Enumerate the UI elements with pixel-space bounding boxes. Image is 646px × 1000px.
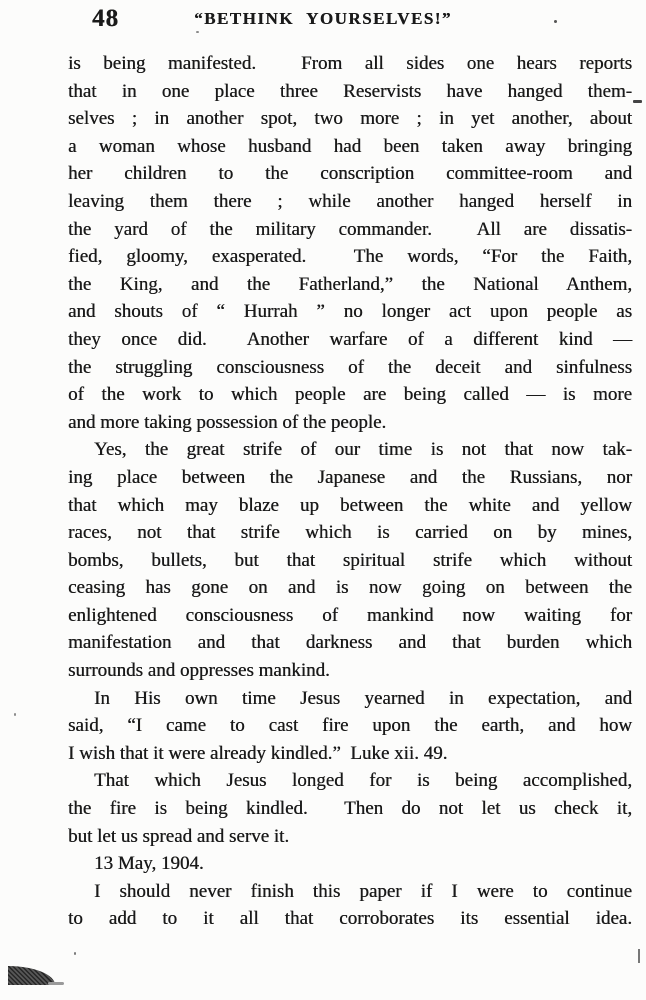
text-line: enlightened consciousness of mankind now waiting for bbox=[68, 604, 632, 626]
running-title: “BETHINK YOURSELVES!” bbox=[194, 9, 452, 28]
text-line: that which may blaze up between the white and yellow bbox=[68, 494, 632, 516]
text-line: ing place between the Japanese and the Russians, nor bbox=[68, 466, 632, 488]
scan-speck bbox=[196, 31, 199, 33]
text-line: and shouts of “ Hurrah ” no longer act upon people as bbox=[68, 301, 632, 323]
text-line: ceasing has gone on and is now going on between the bbox=[68, 577, 632, 599]
text-line: leaving them there ; while another hanged herself in bbox=[68, 190, 632, 212]
text-line: fied, gloomy, exasperated. The words, “For the Faith, bbox=[68, 246, 632, 268]
scan-corner-smudge-tail bbox=[48, 982, 64, 985]
text-line: selves ; in another spot, two more ; in yet another, about bbox=[68, 108, 632, 130]
text-line: a woman whose husband had been taken away bringing bbox=[68, 135, 632, 157]
text-line: but let us spread and serve it. bbox=[68, 825, 290, 847]
text-line: manifestation and that darkness and that burden which bbox=[68, 632, 632, 654]
scan-speck bbox=[14, 713, 16, 716]
scan-edge-mark bbox=[633, 100, 642, 103]
scan-edge-mark bbox=[638, 949, 640, 963]
text-line: they once did. Another warfare of a different kind — bbox=[68, 328, 632, 350]
text-line: of the work to which people are being called — is more bbox=[68, 384, 632, 406]
text-line: the yard of the military commander. All are dissatis- bbox=[68, 218, 632, 240]
scan-speck bbox=[554, 20, 557, 23]
text-line: In His own time Jesus yearned in expectation, and bbox=[94, 687, 632, 709]
text-line: and more taking possession of the people. bbox=[68, 411, 387, 433]
text-line: That which Jesus longed for is being accomplished, bbox=[94, 770, 632, 792]
text-line: surrounds and oppresses mankind. bbox=[68, 660, 330, 682]
text-line: the fire is being kindled. Then do not let us check it, bbox=[68, 798, 632, 820]
text-line: I should never finish this paper if I were to continue bbox=[94, 880, 632, 902]
text-line: Yes, the great strife of our time is not that now tak- bbox=[94, 439, 632, 461]
text-line: to add to it all that corroborates its essential idea. bbox=[68, 908, 632, 930]
text-line: that in one place three Reservists have hanged them- bbox=[68, 80, 632, 102]
text-line: bombs, bullets, but that spiritual strife which without bbox=[68, 549, 632, 571]
scan-speck bbox=[74, 952, 76, 955]
text-line: 13 May, 1904. bbox=[94, 853, 204, 875]
text-line: races, not that strife which is carried on by mines, bbox=[68, 522, 632, 544]
text-line: her children to the conscription committee-room and bbox=[68, 163, 632, 185]
text-line: the King, and the Fatherland,” the National Anthem, bbox=[68, 273, 632, 295]
text-line: is being manifested. From all sides one hears reports bbox=[68, 53, 632, 74]
text-line: I wish that it were already kindled.” Luke xii. 49. bbox=[68, 742, 448, 764]
page-number: 48 bbox=[92, 5, 119, 32]
page-text bbox=[68, 50, 632, 933]
text-line: the struggling consciousness of the deceit and sinfulness bbox=[68, 356, 632, 378]
text-line: said, “I came to cast fire upon the earth, and how bbox=[68, 715, 632, 737]
